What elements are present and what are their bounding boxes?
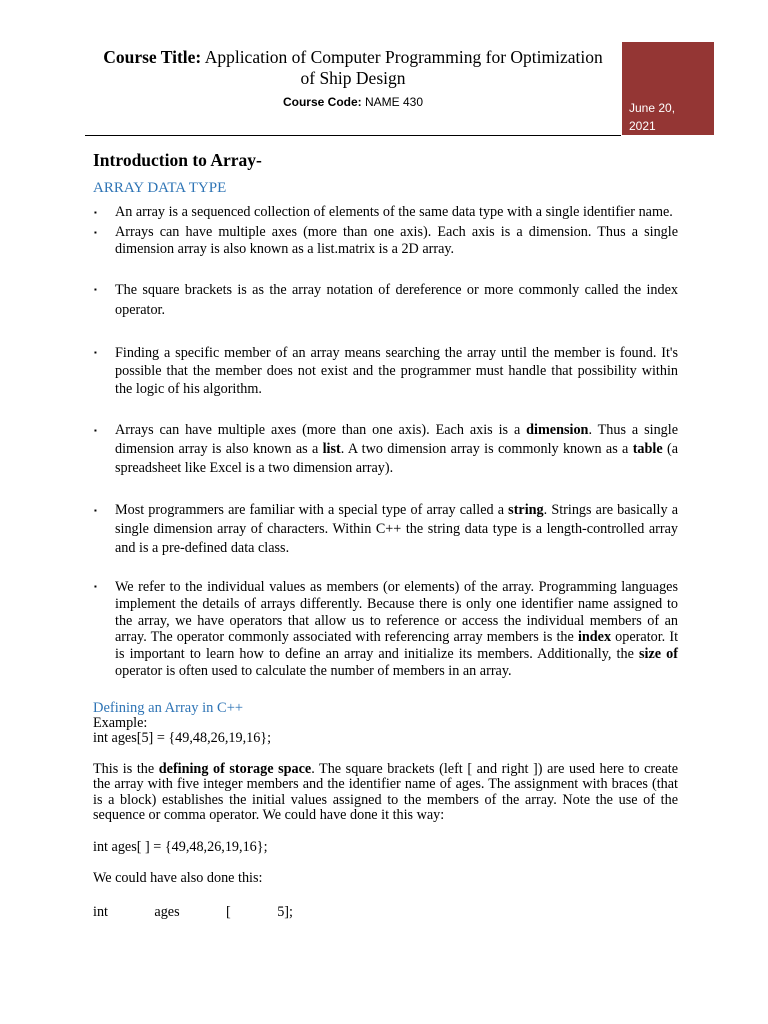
bullet-4: [93, 344, 678, 398]
example-label: Example:: [93, 714, 148, 731]
document-body: [93, 150, 678, 921]
course-code-label: Course Code:: [282, 95, 362, 109]
paragraph-also: We could have also done this:: [93, 869, 263, 886]
bullet-3: ▪ The square brackets is as the array notation of dereference or more commonly called the index operator.: [93, 280, 678, 320]
code-example-3: [93, 904, 293, 921]
course-code: [85, 95, 621, 109]
course-code-value: NAME 430: [365, 95, 424, 109]
date-box: [622, 42, 714, 135]
code-example-3-bracket: [: [226, 903, 231, 920]
section-heading: ARRAY DATA TYPE: [93, 180, 227, 196]
code-example-1: int ages[5] = {49,48,26,19,16};: [93, 729, 272, 746]
paragraph-storage-text-b: . The square brackets (left [ and right ]) are used here to create the array with five integer members and the identifier name of ages. The assignment with braces (that is a block) establishes the initial values assigned to the members of the array. Note the use of the sequence or comma operator. We could have done it this way:: [93, 760, 678, 824]
page-header: [85, 42, 621, 136]
bullet-7: [93, 579, 678, 680]
bullet-5-text-a: Arrays can have multiple axes (more than one axis). Each axis is a: [115, 422, 527, 438]
course-title-line2: of Ship Design: [300, 68, 406, 88]
code-example-3-size: 5];: [277, 903, 293, 920]
bullet-7-text-c: operator is often used to calculate the number of members in an array.: [115, 662, 512, 679]
bullet-6: [93, 501, 678, 558]
bullet-6-text-a: Most programmers are familiar with a special type of array called a: [115, 502, 509, 518]
bullet-4-text: Finding a specific member of an array means searching the array until the member is found. It's possible that the member does not exist and the programmer must handle that possibility within the logic of his algorithm.: [115, 345, 678, 397]
bullet-6-string: string: [508, 502, 544, 518]
bullet-5-text-c: . A two dimension array is commonly known as a: [340, 441, 633, 457]
subheading-defining-array: Defining an Array in C++: [93, 699, 244, 716]
bullet-list: [93, 201, 678, 680]
paragraph-storage-bold: defining of storage space: [158, 760, 312, 777]
paragraph-storage: [93, 762, 678, 824]
bullet-5-table: table: [632, 441, 663, 457]
bullet-7-text-b: operator. It is important to learn how to define an array and initialize its members. Additionally, the: [115, 629, 679, 663]
course-title-line1: Application of Computer Programming for Optimization: [204, 47, 603, 67]
code-example-3-int: int: [93, 903, 108, 920]
date-text: [629, 99, 709, 135]
bullet-5-text-b: . Thus a single dimension array is also known as a: [115, 422, 679, 457]
bullet-7-sizeof: size of: [639, 646, 678, 663]
bullet-5-dimension: dimension: [526, 422, 589, 438]
course-title-label: Course Title:: [103, 47, 202, 67]
bullet-1: ▪ An array is a sequenced collection of elements of the same data type with a single identifier name.: [93, 201, 678, 224]
bullet-5: [93, 421, 678, 478]
date-line2: 2021: [629, 119, 656, 133]
paragraph-storage-text-a: This is the: [93, 760, 159, 777]
bullet-5-list: list: [322, 441, 341, 457]
bullet-6-text-b: . Strings are basically a single dimension array of characters. Within C++ the string data type is a length-controlled array and is a pre-defined data class.: [115, 502, 678, 556]
course-title: [85, 47, 621, 89]
date-line1: June 20,: [629, 101, 676, 115]
doc-title: Introduction to Array-: [93, 150, 262, 170]
bullet-7-index: index: [577, 629, 612, 646]
bullet-7-text-a: We refer to the individual values as members (or elements) of the array. Programming languages implement the details of arrays differently. Because there is only one identifier name assigned to the array, we have operators that allow us to reference or access the individual members of an array. The operator commonly associated with referencing array members is the: [115, 579, 678, 646]
code-example-3-ages: ages: [154, 903, 180, 920]
bullet-5-text-d: (a spreadsheet like Excel is a two dimension array).: [115, 441, 678, 476]
code-example-2: int ages[ ] = {49,48,26,19,16};: [93, 838, 268, 855]
bullet-2: ▪ Arrays can have multiple axes (more than one axis). Each axis is a dimension. Thus a single dimension array is also known as a list.matrix is a 2D array.: [93, 224, 678, 258]
